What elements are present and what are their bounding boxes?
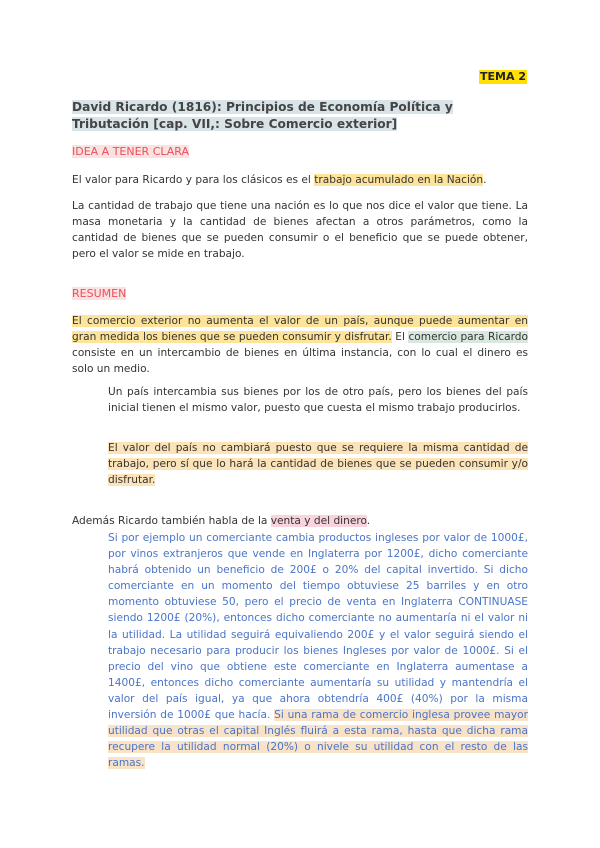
resumen-heading-text: RESUMEN — [72, 287, 127, 300]
venta-example — [108, 530, 528, 771]
venta-example-text: Si por ejemplo un comerciante cambia productos ingleses por valor de 1000£, por vinos extranjeros que vende en Inglaterra por 1200£, dicho comerciante habrá obtenido un beneficio de 200£ o 20% del capital invertido. Si dicho comerciante en un momento del tiempo obtuviese 25 barriles y en otro momento obtuviese 50, pero el precio de venta en Inglaterra CONTINUASE siendo 1200£ (20%), entonces dicho comerciante no aumentaría ni el valor ni la utilidad. La utilidad seguirá equivaliendo 200£ y el valor seguirá siendo el trabajo necesario para producir los bienes Ingleses por valor de 1000£. Si el precio del vino que obtiene este comerciante en Inglaterra aumentase a 1400£, entonces dicho comerciante aumentaría su utilidad y mantendría el valor del país igual, ya que ahora obtendría 400£ (40%) por la misma inversión de 1000£ que hacía. — [108, 532, 528, 722]
idea-p1-end: . — [483, 174, 487, 186]
idea-heading-text: IDEA A TENER CLARA — [72, 145, 190, 158]
resumen-heading — [72, 286, 126, 301]
resumen-p1-mid: El — [391, 331, 409, 343]
idea-p1-text: El valor para Ricardo y para los clásicos es el — [72, 174, 315, 186]
tema-label: TEMA 2 — [480, 70, 526, 83]
resumen-paragraph-2: Un país intercambia sus bienes por los de otro país, pero los bienes del país inicial tienen el mismo valor, puesto que cuesta el mismo trabajo producirlos. — [108, 386, 528, 414]
title-text: David Ricardo (1816): Principios de Economía Política y Tributación [cap. VII,: Sobre Comercio exterior] — [72, 100, 453, 131]
venta-intro-end: . — [366, 515, 371, 527]
idea-p1-highlight: trabajo acumulado en la Nación — [314, 174, 484, 186]
resumen-p1-highlight-2: comercio para Ricardo — [408, 331, 529, 343]
resumen-p1-end: consiste en un intercambio de bienes en última instancia, con lo cual el dinero es solo un medio. — [72, 347, 528, 375]
venta-intro-text: Además Ricardo también habla de la — [72, 515, 271, 527]
resumen-p3-highlight: El valor del país no cambiará puesto que se requiere la misma cantidad de trabajo, pero sí que lo hará la cantidad de bienes que se pueden consumir y/o disfrutar. — [108, 442, 528, 486]
venta-intro — [72, 513, 528, 529]
resumen-paragraph-3 — [108, 440, 528, 488]
idea-paragraph-1 — [72, 172, 528, 188]
document-title — [72, 99, 532, 133]
venta-intro-highlight: venta y del dinero — [270, 515, 367, 527]
idea-paragraph-2: La cantidad de trabajo que tiene una nación es lo que nos dice el valor que tiene. La masa monetaria y la cantidad de bienes afectan a otros parámetros, como la cantidad de bienes que se pueden consumir o el beneficio que se puede obtener, pero el valor se mide en trabajo. — [72, 200, 528, 260]
idea-heading — [72, 144, 189, 159]
venta-example-highlight: Si una rama de comercio inglesa provee mayor utilidad que otras el capital Inglés fluirá a esta rama, hasta que dicha rama recupere la utilidad normal (20%) o nivele su utilidad con el resto de las ramas. — [108, 709, 529, 770]
resumen-p1-highlight: El comercio exterior no aumenta el valor de un país, aunque puede aumentar en gran medida los bienes que se pueden consumir y disfrutar. — [72, 315, 528, 343]
resumen-paragraph-1 — [72, 313, 528, 377]
